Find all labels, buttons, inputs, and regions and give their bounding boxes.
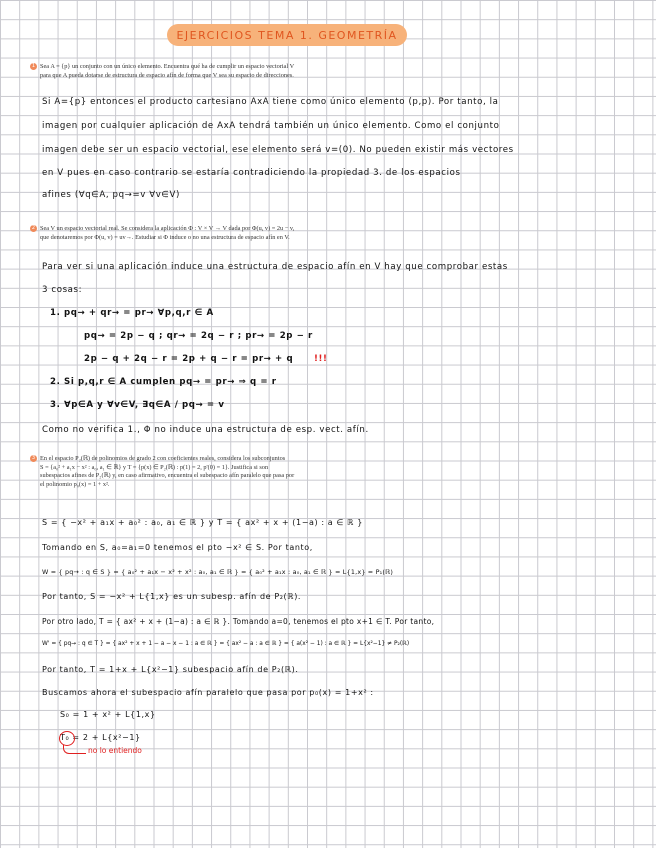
- exercise-number-badge: 2: [31, 225, 36, 232]
- exercise-2-conclusion: Como no verifica 1., Φ no induce una estructura de esp. vect. afín.: [42, 425, 369, 435]
- parallel-subspace-s0: S₀ = 1 + x² + L{1,x}: [60, 710, 156, 719]
- exercise-3-answer-line: Por tanto, S = −x² + L{1,x} es un subesp. afín de P₂(ℝ).: [42, 592, 302, 601]
- exercise-2-property-2: 2. Si p,q,r ∈ A cumplen pq→ = pr→ ⇒ q = r: [50, 377, 277, 387]
- exercise-number-badge: 1: [31, 63, 36, 70]
- exercise-3-answer-line: W = { pq→ : q ∈ S } = { a₀² + a₁x − x² + x² : a₀, a₁ ∈ ℝ } = { a₀² + a₁x : a₀, a₁ ∈ ℝ } = L{1,x} = P₁(ℝ): [42, 568, 394, 576]
- exercise-3-answer-line: W' = { pq→ : q ∈ T } = { ax² + x + 1 − a − x − 1 : a ∈ ℝ } = { ax² − a : a ∈ ℝ } = { a(x² − 1) : a ∈ ℝ } = L{x²−1} ≠ P₂(ℝ): [42, 641, 410, 647]
- exercise-2-property-1: 1. pq→ + qr→ = pr→ ∀p,q,r ∈ A: [50, 308, 214, 318]
- margin-note: no lo entiendo: [88, 746, 142, 755]
- exercise-3-answer-line: Buscamos ahora el subespacio afín paralelo que pasa por p₀(x) = 1+x² :: [42, 688, 374, 697]
- exercise-2-property-3: 3. ∀p∈A y ∀v∈V, ∃q∈A / pq→ = v: [50, 400, 225, 410]
- page-title: EJERCICIOS TEMA 1. GEOMETRÍA: [167, 24, 407, 46]
- red-circle-annotation: [59, 731, 75, 746]
- exercise-1-answer-line: Si A={p} entonces el producto cartesiano AxA tiene como único elemento (p,p). Por tanto, la: [42, 97, 499, 107]
- exercise-number-badge: 3: [31, 455, 36, 462]
- exercise-2-answer-line: pq→ = 2p − q ; qr→ = 2q − r ; pr→ = 2p − r: [84, 331, 313, 341]
- exercise-2-statement: 2 Sea V un espacio vectorial real. Se considera la aplicación Φ : V × V → V dada por Φ(u, v) = 2u − v, que denotaremos por Φ(u, v) = uv→. Estudiar si Φ induce o no una estructura de espacio afín en V.: [31, 225, 295, 241]
- exercise-3-answer-line: Por otro lado, T = { ax² + x + (1−a) : a ∈ ℝ }. Tomando a=0, tenemos el pto x+1 ∈ T. Por tanto,: [42, 617, 435, 626]
- exercise-2-answer-line: 2p − q + 2q − r = 2p + q − r = pr→ + q: [84, 354, 294, 364]
- exercise-1-answer-line: en V pues en caso contrario se estaría contradiciendo la propiedad 3. de los espacios: [42, 168, 461, 178]
- exercise-3-answer-line: S = { −x² + a₁x + a₀² : a₀, a₁ ∈ ℝ } y T = { ax² + x + (1−a) : a ∈ ℝ }: [42, 518, 363, 527]
- exclamation-mark: !!!: [314, 354, 328, 364]
- exercise-3-statement: 3 En el espacio P₂(ℝ) de polinomios de grado 2 con coeficientes reales, considera los subconjuntos S = {a₀² + a₁x − x² : a₀, a₁ ∈ ℝ} y T = {p(x) ∈ P₂(ℝ) : p(1) = 2, p'(0) = 1}. Justifica si son subespacios afines de P₂(ℝ) y, en caso afirmativo, encuentra el subespacio afín paralelo que pasa por el polinomio p₀(x) = 1 + x².: [31, 455, 295, 488]
- exercise-3-answer-line: Tomando en S, a₀=a₁=0 tenemos el pto −x² ∈ S. Por tanto,: [42, 543, 313, 552]
- exercise-1-answer-line: afines (∀q∈A, pq→=v ∀v∈V): [42, 190, 180, 200]
- red-arrow-annotation: [63, 745, 86, 754]
- exercise-2-answer-line: Para ver si una aplicación induce una estructura de espacio afín en V hay que comprobar estas: [42, 262, 508, 272]
- exercise-2-answer-line: 3 cosas:: [42, 285, 83, 295]
- exercise-1-answer-line: imagen debe ser un espacio vectorial, ese elemento será v=(0). No pueden existir más vectores: [42, 145, 514, 155]
- exercise-3-answer-line: Por tanto, T = 1+x + L{x²−1} subespacio afín de P₂(ℝ).: [42, 665, 299, 674]
- exercise-1-statement: 1 Sea A = {p} un conjunto con un único elemento. Encuentra qué ha de cumplir un espacio vectorial V para que A pueda dotarse de estructura de espacio afín de forma que V sea su espacio de direcciones.: [31, 63, 295, 79]
- exercise-1-answer-line: imagen por cualquier aplicación de AxA tendrá también un único elemento. Como el conjunto: [42, 121, 500, 131]
- parallel-subspace-t0: T₀ = 2 + L{x²−1}: [60, 733, 141, 742]
